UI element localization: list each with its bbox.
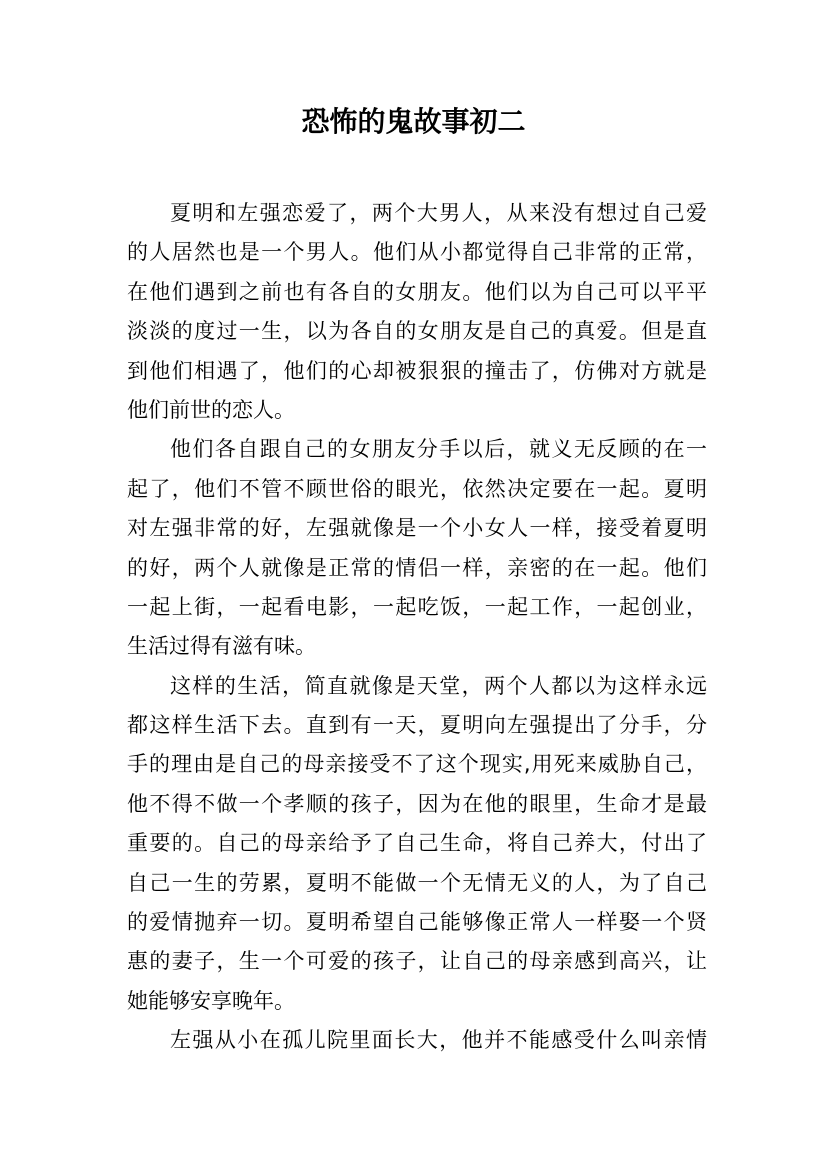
paragraph-2-line-3: 对左强非常的好，左强就像是一个小女人一样，接受着夏明 [127, 516, 707, 541]
document-body [127, 194, 707, 1061]
paragraph-1-line-3: 在他们遇到之前也有各自的女朋友。他们以为自己可以平平 [127, 279, 707, 304]
paragraph-3-line-2: 都这样生活下去。直到有一天，夏明向左强提出了分手，分 [127, 713, 707, 738]
paragraph-3-line-5: 重要的。自己的母亲给予了自己生命，将自己养大，付出了 [127, 831, 707, 856]
paragraph-2-line-5: 一起上街，一起看电影，一起吃饭，一起工作，一起创业， [127, 594, 707, 619]
paragraph-3-line-3: 手的理由是自己的母亲接受不了这个现实,用死来威胁自己， [127, 752, 707, 777]
paragraph-3-line-9: 她能够安享晚年。 [127, 988, 295, 1013]
paragraph-2-line-1: 他们各自跟自己的女朋友分手以后，就义无反顾的在一 [170, 437, 707, 462]
paragraph-1-line-5: 到他们相遇了，他们的心却被狠狠的撞击了，仿佛对方就是 [127, 358, 707, 383]
paragraph-3-line-1: 这样的生活，简直就像是天堂，两个人都以为这样永远 [170, 673, 707, 698]
paragraph-1-line-2: 的人居然也是一个男人。他们从小都觉得自己非常的正常， [127, 240, 707, 265]
paragraph-3-line-8: 惠的妻子，生一个可爱的孩子，让自己的母亲感到高兴，让 [127, 949, 707, 974]
paragraph-1-line-4: 淡淡的度过一生，以为各自的女朋友是自己的真爱。但是直 [127, 319, 707, 344]
paragraph-2-line-2: 起了，他们不管不顾世俗的眼光，依然决定要在一起。夏明 [127, 476, 707, 501]
paragraph-1-line-6: 他们前世的恋人。 [127, 397, 295, 422]
paragraph-2-line-4: 的好，两个人就像是正常的情侣一样，亲密的在一起。他们 [127, 555, 707, 580]
paragraph-3-line-6: 自己一生的劳累，夏明不能做一个无情无义的人，为了自己 [127, 870, 707, 895]
paragraph-4-line-1: 左强从小在孤儿院里面长大，他并不能感受什么叫亲情 [170, 1028, 707, 1053]
paragraph-3-line-7: 的爱情抛弃一切。夏明希望自己能够像正常人一样娶一个贤 [127, 910, 707, 935]
paragraph-3-line-4: 他不得不做一个孝顺的孩子，因为在他的眼里，生命才是最 [127, 791, 707, 816]
paragraph-2-line-6: 生活过得有滋有味。 [127, 634, 316, 659]
paragraph-1-line-1: 夏明和左强恋爱了，两个大男人，从来没有想过自己爱 [170, 201, 707, 225]
document-title: 恐怖的鬼故事初二 [301, 105, 526, 138]
